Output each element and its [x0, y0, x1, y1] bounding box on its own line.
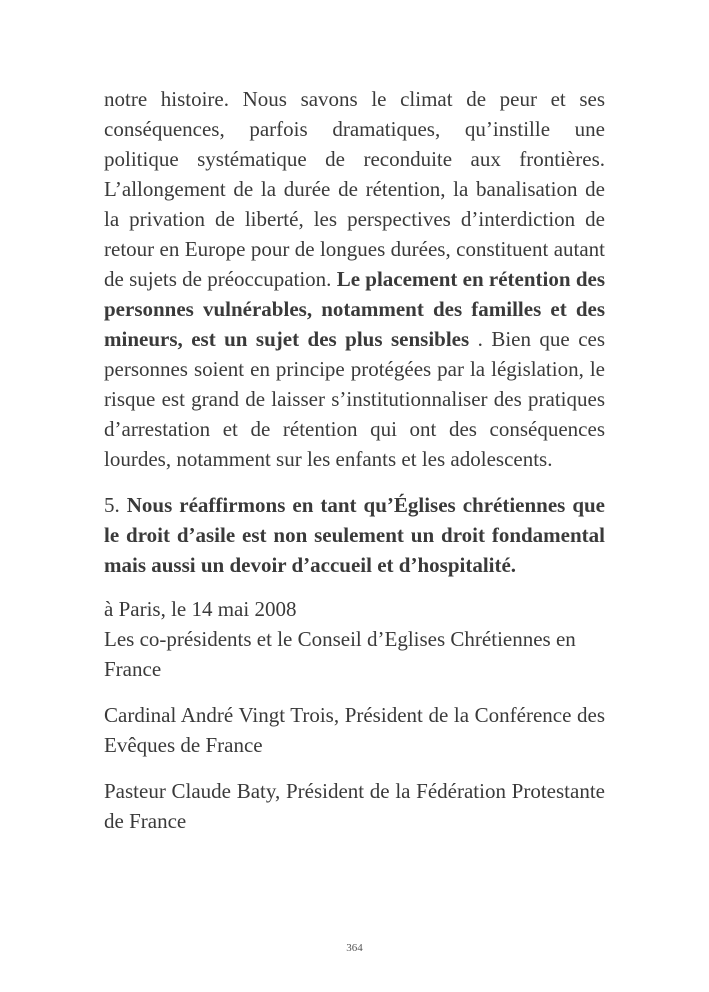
paragraph-asylum-bold: Nous réaffirmons en tant qu’Églises chrétiennes que le droit d’asile est non seulement un droit fondamental mais aussi un devoir d’accueil et d’hospitalité. — [104, 493, 606, 577]
paragraph-asylum-number: 5. — [104, 493, 127, 517]
place-date: à Paris, le 14 mai 2008 — [104, 597, 297, 621]
paragraph-asylum — [104, 490, 605, 580]
page-number: 364 — [346, 942, 363, 954]
signatories-intro: Les co-présidents et le Conseil d’Eglises Chrétiennes en France — [104, 627, 576, 681]
paragraph-retention-text-2: . Bien que ces personnes soient en principe protégées par la législation, le risque est grand de laisser s’institutionnaliser des pratiques d’arrestation et de rétention qui ont des conséquences lourdes, notamment sur les enfants et les adolescents. — [104, 327, 606, 471]
signatory-pastor: Pasteur Claude Baty, Président de la Fédération Protestante de France — [104, 779, 605, 833]
closing-block — [104, 594, 605, 684]
paragraph-retention-bold: Le placement en rétention des personnes vulnérables, notamment des familles et des mineurs, est un sujet des plus sensibles — [104, 267, 605, 351]
paragraph-retention — [104, 84, 605, 474]
signatory-cardinal: Cardinal André Vingt Trois, Président de la Conférence des Evêques de France — [104, 703, 605, 757]
paragraph-retention-text-1: notre histoire. Nous savons le climat de peur et ses conséquences, parfois dramatiques, qu’instille une politique systématique de reconduite aux frontières. L’allongement de la durée de rétention, la banalisation de la privation de liberté, les perspectives d’interdiction de retour en Europe pour de longues durées, constituent autant de sujets de préoccupation. — [104, 87, 605, 291]
page-body — [104, 84, 605, 836]
